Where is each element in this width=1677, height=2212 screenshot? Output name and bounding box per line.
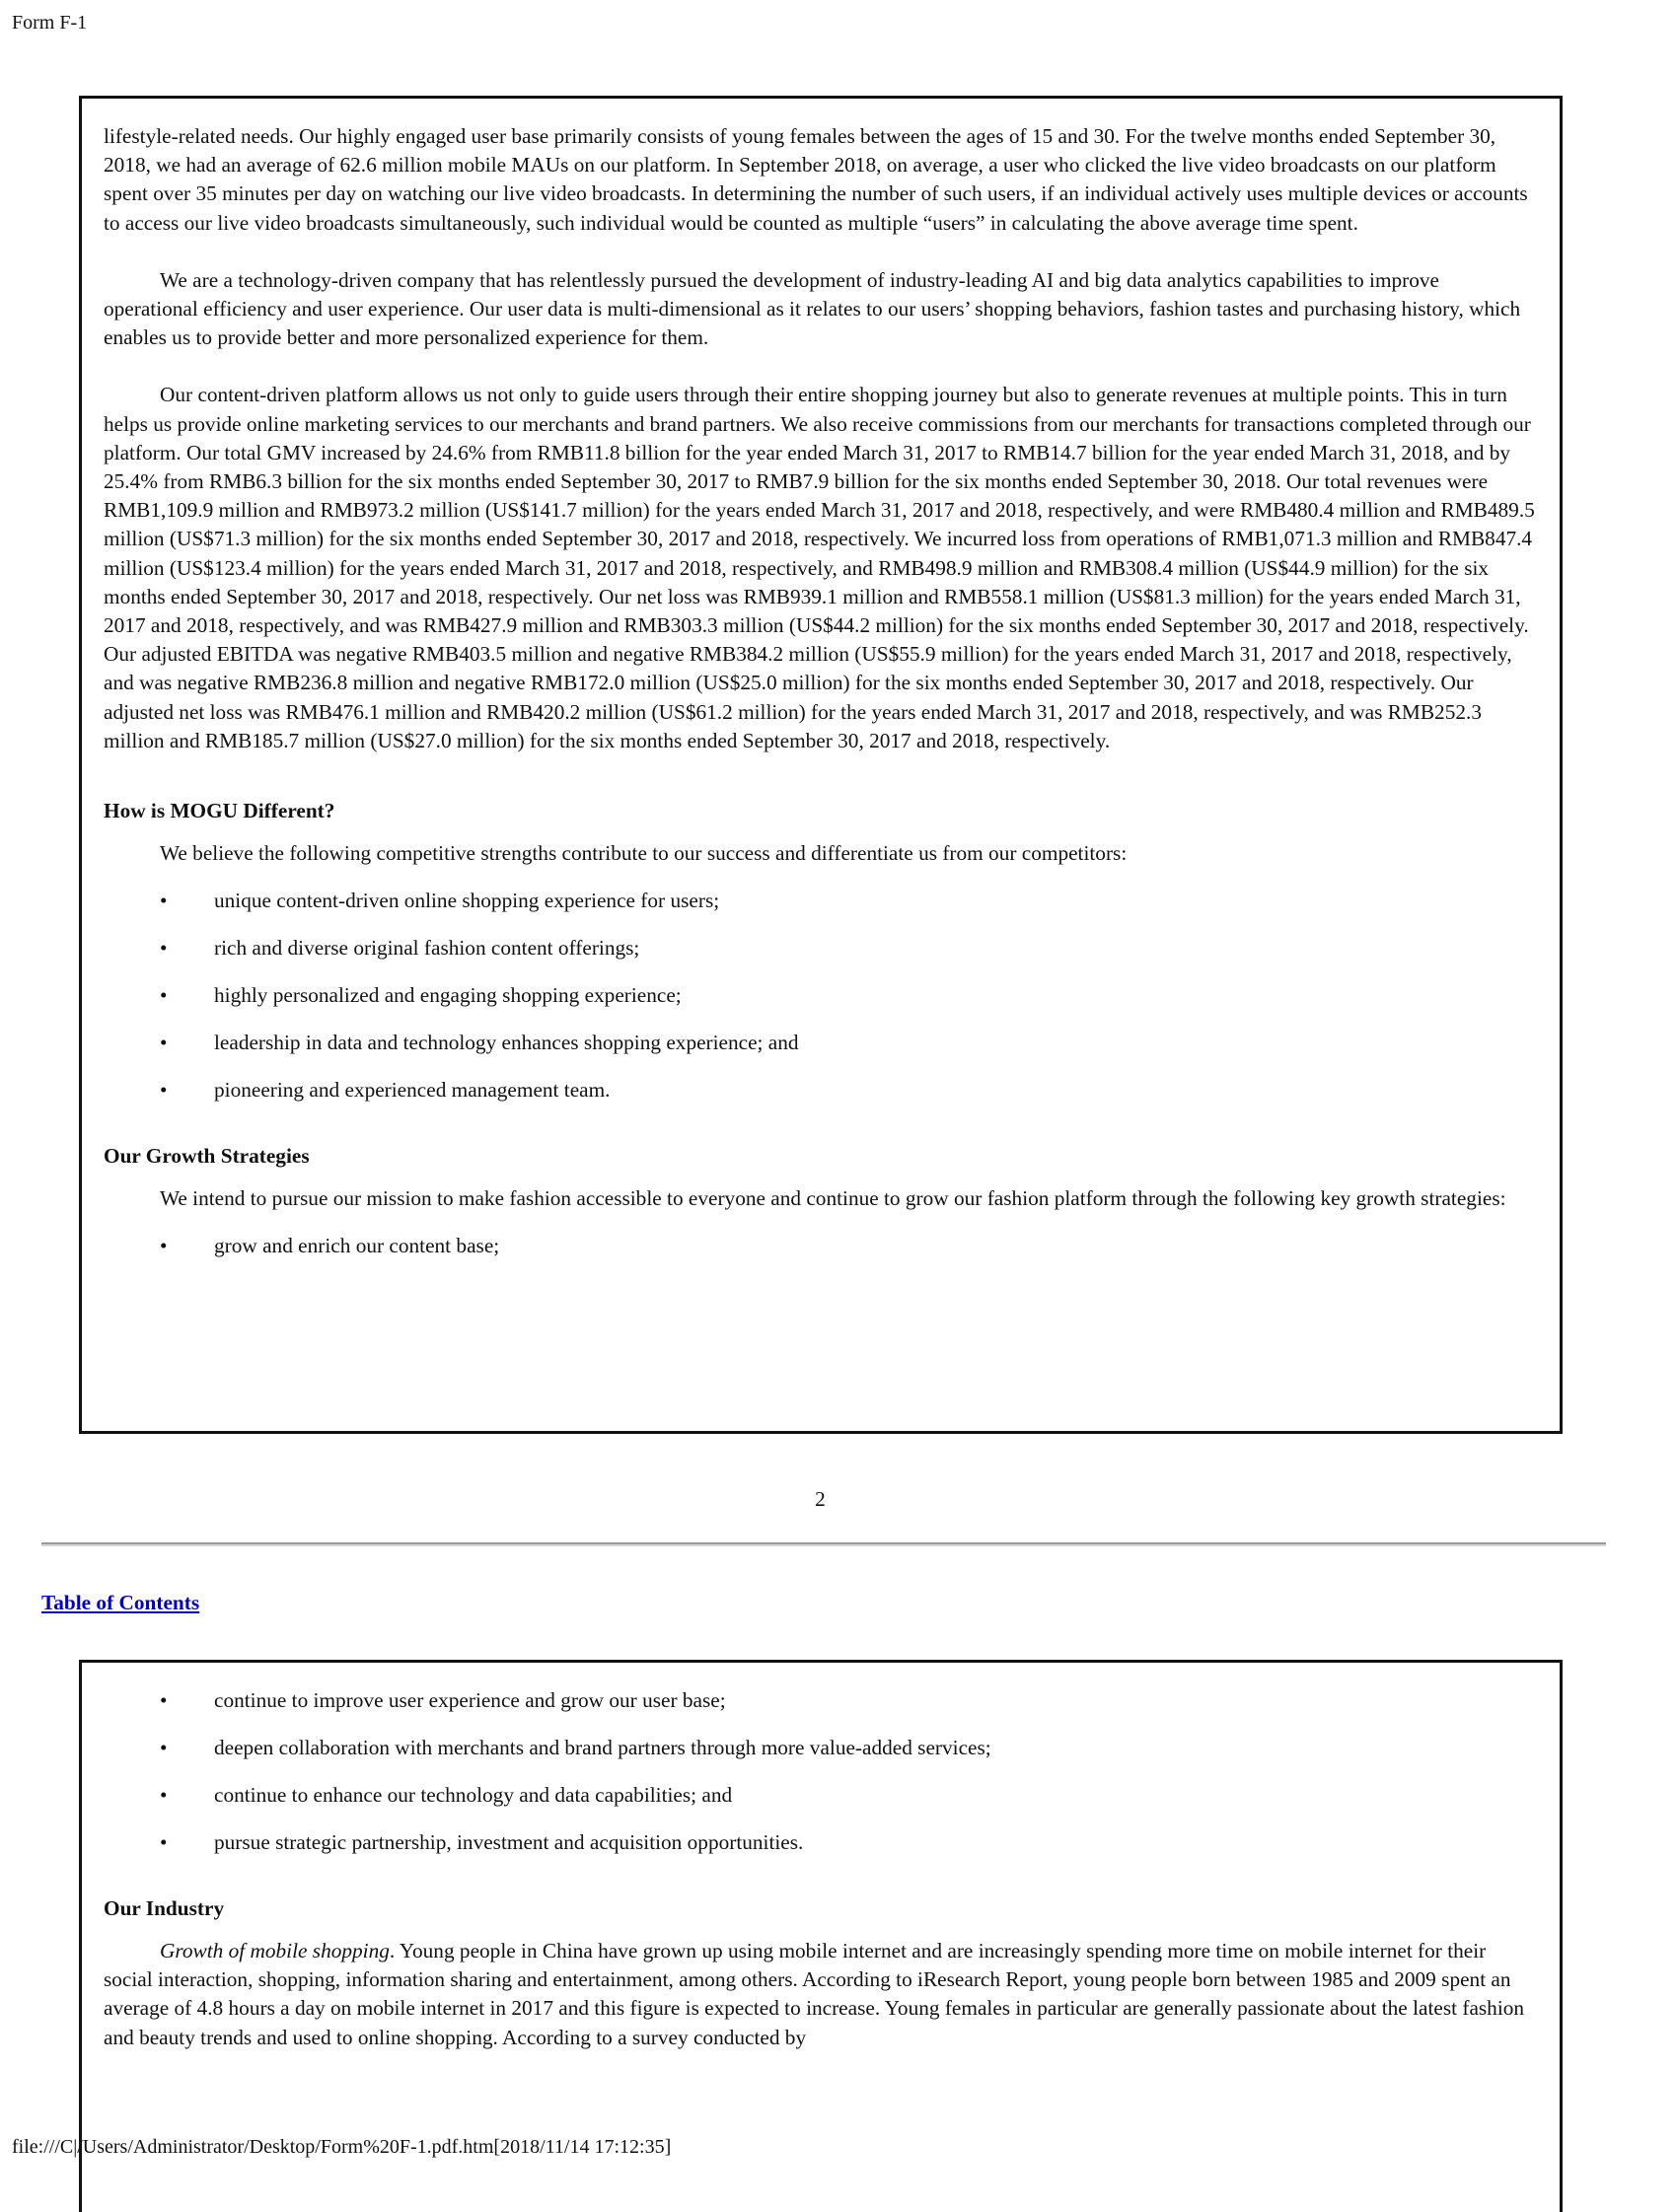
file-path-footer: file:///C|/Users/Administrator/Desktop/Form%20F-1.pdf.htm[2018/11/14 17:12:35] bbox=[12, 2136, 672, 2158]
bullet-icon: • bbox=[160, 1783, 168, 1807]
list-item: • pioneering and experienced management team. bbox=[104, 1076, 1536, 1105]
list-item: • grow and enrich our content base; bbox=[104, 1232, 1536, 1260]
bullet-icon: • bbox=[160, 1078, 168, 1103]
page-divider bbox=[41, 1542, 1606, 1546]
list-item: • highly personalized and engaging shopping experience; bbox=[104, 981, 1536, 1010]
bullet-icon: • bbox=[160, 1736, 168, 1759]
page-label: Form F-1 bbox=[12, 12, 88, 34]
section-heading: How is MOGU Different? bbox=[104, 799, 335, 823]
page-content-box bbox=[79, 96, 1563, 1434]
paragraph: lifestyle-related needs. Our highly engaged user base primarily consists of young females between the ages of 15 and 30. For the twelve months ended September 30, 2018, we had an average of 62.6 million mobile MAUs on our platform. In September 2018, on average, a user who clicked the live video broadcasts on our platform spent over 35 minutes per day on watching our live video broadcasts. In determining the number of such users, if an individual actively uses multiple devices or accounts to access our live video broadcasts simultaneously, such individual would be counted as multiple “users” in calculating the above average time spent. bbox=[104, 124, 1528, 235]
section-intro: We believe the following competitive strengths contribute to our success and differentiate us from our competitors: bbox=[160, 841, 1128, 866]
section-heading: Our Growth Strategies bbox=[104, 1144, 310, 1169]
list-item: • rich and diverse original fashion content offerings; bbox=[104, 934, 1536, 963]
list-item: • unique content-driven online shopping experience for users; bbox=[104, 887, 1536, 915]
bullet-list bbox=[104, 1232, 1536, 1260]
paragraph: Our content-driven platform allows us not only to guide users through their entire shopping journey but also to generate revenues at multiple points. This in turn helps us provide online marketing services to our merchants and brand partners. We also receive commissions from our merchants for transactions completed through our platform. Our total GMV increased by 24.6% from RMB11.8 billion for the year ended March 31, 2017 to RMB14.7 billion for the year ended March 31, 2018, and by 25.4% from RMB6.3 billion for the six months ended September 30, 2017 to RMB7.9 billion for the six months ended September 30, 2018. Our total revenues were RMB1,109.9 million and RMB973.2 million (US$141.7 million) for the years ended March 31, 2017 and 2018, respectively, and were RMB480.4 million and RMB489.5 million (US$71.3 million) for the six months ended September 30, 2017 and 2018, respectively. We incurred loss from operations of RMB1,071.3 million and RMB847.4 million (US$123.4 million) for the years ended March 31, 2017 and 2018, respectively, and RMB498.9 million and RMB308.4 million (US$44.9 million) for the six months ended September 30, 2017 and 2018, respectively. Our net loss was RMB939.1 million and RMB558.1 million (US$81.3 million) for the years ended March 31, 2017 and 2018, respectively, and was RMB427.9 million and RMB303.3 million (US$44.2 million) for the six months ended September 30, 2017 and 2018, respectively. Our adjusted EBITDA was negative RMB403.5 million and negative RMB384.2 million (US$55.9 million) for the years ended March 31, 2017 and 2018, respectively, and was negative RMB236.8 million and negative RMB172.0 million (US$25.0 million) for the six months ended September 30, 2017 and 2018, respectively. Our adjusted net loss was RMB476.1 million and RMB420.2 million (US$61.2 million) for the years ended March 31, 2017 and 2018, respectively, and was RMB252.3 million and RMB185.7 million (US$27.0 million) for the six months ended September 30, 2017 and 2018, respectively. bbox=[104, 383, 1535, 752]
bullet-icon: • bbox=[160, 936, 168, 961]
paragraph: Growth of mobile shopping. Young people in China have grown up using mobile internet and are increasingly spending more time on mobile internet for their social interaction, shopping, information sharing and entertainment, among others. According to iResearch Report, young people born between 1985 and 2009 spent an average of 4.8 hours a day on mobile internet in 2017 and this figure is expected to increase. Young females in particular are generally passionate about the latest fashion and beauty trends and used to online shopping. According to a survey conducted by bbox=[104, 1939, 1525, 2049]
section-intro: We intend to pursue our mission to make fashion accessible to everyone and continue to grow our fashion platform through the following key growth strategies: bbox=[160, 1186, 1506, 1211]
bullet-list bbox=[104, 887, 1536, 1105]
bullet-icon: • bbox=[160, 889, 168, 913]
list-item: • continue to enhance our technology and data capabilities; and bbox=[104, 1781, 1536, 1810]
list-item: • pursue strategic partnership, investment and acquisition opportunities. bbox=[104, 1828, 1536, 1857]
bullet-icon: • bbox=[160, 1234, 168, 1258]
page-content-box bbox=[79, 1660, 1563, 2212]
list-item: • continue to improve user experience and grow our user base; bbox=[104, 1686, 1536, 1715]
list-item: • leadership in data and technology enhances shopping experience; and bbox=[104, 1029, 1536, 1057]
bullet-icon: • bbox=[160, 1688, 168, 1712]
list-item: • deepen collaboration with merchants and brand partners through more value-added services; bbox=[104, 1734, 1536, 1762]
table-of-contents-link[interactable]: Table of Contents bbox=[41, 1591, 200, 1614]
italic-lead: Growth of mobile shopping bbox=[160, 1939, 390, 1962]
bullet-list bbox=[104, 1686, 1536, 1857]
bullet-icon: • bbox=[160, 1031, 168, 1055]
page-number: 2 bbox=[815, 1487, 826, 1511]
bullet-icon: • bbox=[160, 983, 168, 1008]
paragraph: We are a technology-driven company that has relentlessly pursued the development of industry-leading AI and big data analytics capabilities to improve operational efficiency and user experience. Our user data is multi-dimensional as it relates to our users’ shopping behaviors, fashion tastes and purchasing history, which enables us to provide better and more personalized experience for them. bbox=[104, 267, 1521, 350]
section-heading: Our Industry bbox=[104, 1896, 225, 1920]
bullet-icon: • bbox=[160, 1830, 168, 1854]
